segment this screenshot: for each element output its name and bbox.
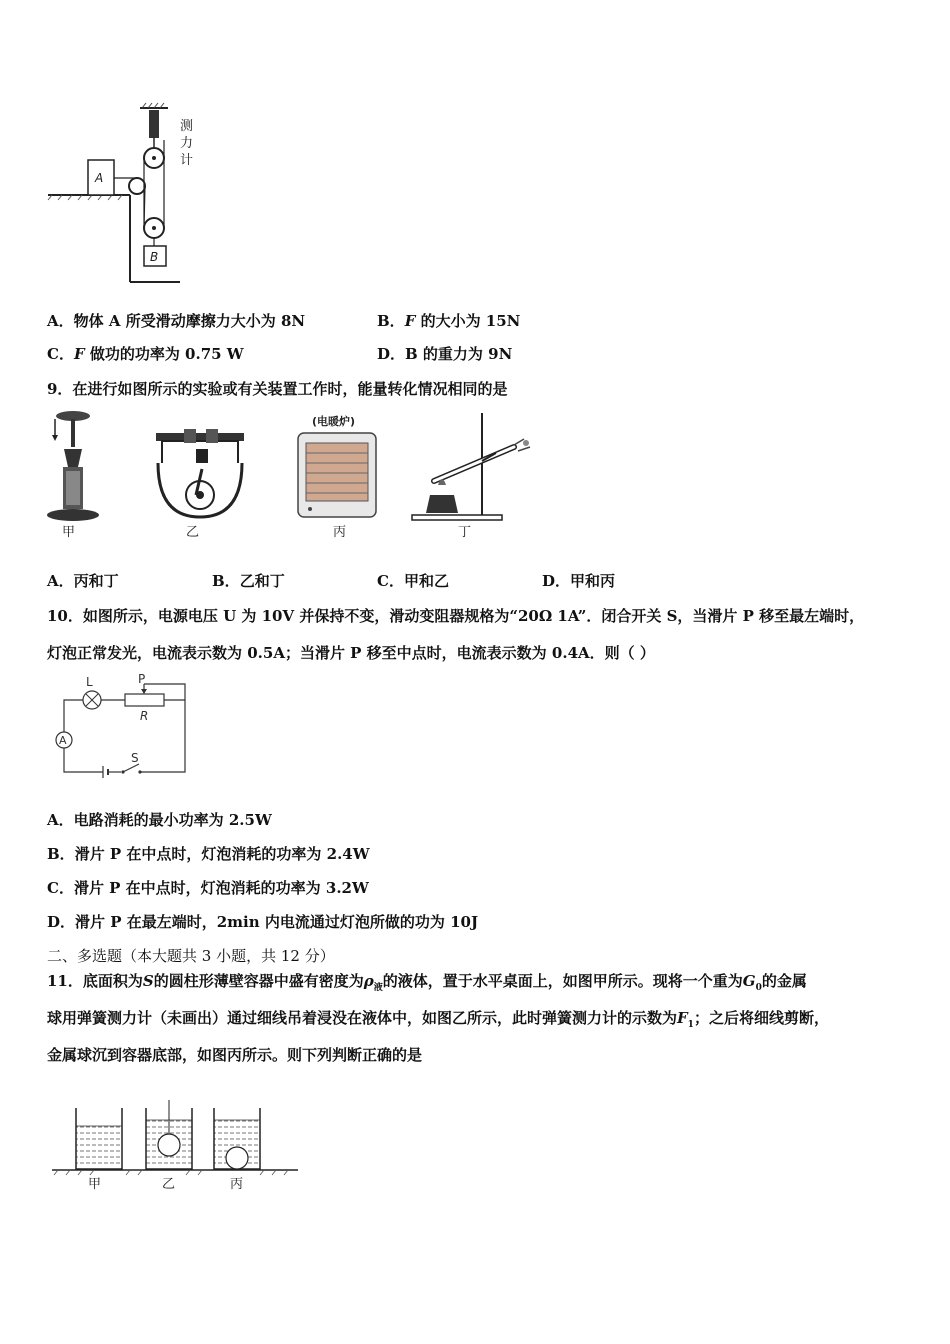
q11-text: 球用弹簧测力计（未画出）通过细线吊着浸没在液体中，如图乙所示，此时弹簧测力计的示数为 [47, 1009, 678, 1027]
q10-option-c [47, 878, 369, 898]
option-key: D． [377, 345, 406, 363]
option-key: C． [377, 572, 404, 590]
q11-sub: 0 [755, 983, 762, 993]
q11-caption-1: 甲 [88, 1177, 102, 1192]
q10-option-a [47, 810, 272, 830]
q10-label-R: R [140, 709, 149, 723]
q11-caption-3: 丙 [230, 1177, 244, 1192]
option-var: F [73, 345, 85, 363]
electric-heater-illustration [298, 433, 376, 517]
option-text: 电路消耗的最小功率为 2.5W [73, 811, 272, 829]
q10-stem-line2: 灯泡正常发光，电流表示数为 0.5A；当滑片 P 移至中点时，电流表示数为 0.4A．则（ ） [47, 644, 655, 662]
q8-label-B: B [150, 250, 159, 264]
q10-option-d [47, 912, 478, 932]
section-title: 二、多选题（本大题共 3 小题，共 12 分） [47, 947, 335, 965]
option-text: 乙和丁 [239, 572, 285, 590]
option-text: 甲和乙 [403, 572, 449, 590]
svg-text:测: 测 [180, 119, 194, 134]
option-text: 滑片 P 在最左端时，2min 内电流通过灯泡所做的功为 10J [75, 913, 479, 931]
q9-figure [40, 405, 540, 545]
q9-stem: 9．在进行如图所示的实验或有关装置工作时，能量转化情况相同的是 [47, 380, 508, 398]
option-key: A． [47, 572, 74, 590]
option-key: C． [47, 345, 74, 363]
option-text: 甲和丙 [570, 572, 616, 590]
q11-stem-line3: 金属球沉到容器底部，如图丙所示。则下列判断正确的是 [47, 1046, 423, 1064]
q10-label-P: P [138, 672, 146, 686]
q11-var-S: S [142, 972, 154, 990]
option-key: D． [542, 572, 571, 590]
q11-stem-line2 [47, 1008, 829, 1035]
q11-sub: 液 [373, 983, 383, 993]
q11-var-G: G [742, 972, 756, 990]
option-text: 的大小为 15N [415, 312, 521, 330]
q9-caption-2: 乙 [186, 525, 200, 540]
q10-circuit-figure [45, 672, 205, 787]
q10-stem-line1: 10．如图所示，电源电压 U 为 10V 并保持不变，滑动变阻器规格为“20Ω 1A”．闭合开关 S，当滑片 P 移至最左端时， [47, 607, 865, 625]
q8-option-d [377, 344, 512, 364]
heater-tag: (电暖炉) [312, 415, 356, 428]
q8-pulley-figure [40, 100, 220, 290]
q11-text: ；之后将细线剪断， [693, 1009, 829, 1027]
engine-illustration [156, 429, 244, 517]
q11-text: 的金属 [761, 972, 807, 990]
option-key: B． [47, 845, 75, 863]
q11-text: 的液体，置于水平桌面上，如图甲所示。现将一个重为 [382, 972, 743, 990]
option-key: C． [47, 879, 74, 897]
q8-option-c [47, 344, 244, 364]
option-var: F [404, 312, 416, 330]
q11-caption-2: 乙 [162, 1177, 176, 1192]
option-text: B 的重力为 9N [405, 345, 513, 363]
q11-containers-figure [50, 1100, 300, 1195]
q10-label-L: L [86, 675, 93, 689]
svg-text:力: 力 [180, 136, 194, 151]
q9-option-c [377, 571, 449, 591]
svg-text:计: 计 [180, 153, 194, 168]
q11-var-rho: ρ [363, 972, 374, 990]
q8-option-b [377, 311, 520, 331]
q8-label-A: A [95, 171, 104, 185]
q9-option-d [542, 571, 615, 591]
q11-stem-line1 [47, 971, 807, 998]
q9-option-b [212, 571, 285, 591]
q9-caption-3: 丙 [333, 525, 347, 540]
q9-option-a [47, 571, 119, 591]
q11-var-F: F [677, 1009, 688, 1027]
test-tube-heating-illustration [412, 413, 530, 520]
option-text: 做功的功率为 0.75 W [84, 345, 244, 363]
q9-caption-4: 丁 [458, 525, 472, 540]
fire-piston-illustration [47, 411, 99, 521]
q10-label-A: A [59, 734, 67, 747]
q11-text: 11．底面积为 [47, 972, 143, 990]
q10-option-b [47, 844, 370, 864]
q11-sub: 1 [687, 1020, 694, 1030]
q8-dynamometer-label [180, 119, 193, 168]
option-text: 物体 A 所受滑动摩擦力大小为 8N [73, 312, 306, 330]
option-key: A． [47, 811, 74, 829]
option-key: B． [377, 312, 405, 330]
option-text: 滑片 P 在中点时，灯泡消耗的功率为 3.2W [73, 879, 369, 897]
q9-caption-1: 甲 [62, 525, 76, 540]
option-text: 滑片 P 在中点时，灯泡消耗的功率为 2.4W [74, 845, 370, 863]
q10-label-S: S [131, 751, 139, 765]
option-key: A． [47, 312, 74, 330]
q8-option-a [47, 311, 305, 331]
q11-text: 的圆柱形薄壁容器中盛有密度为 [153, 972, 364, 990]
option-key: B． [212, 572, 240, 590]
option-key: D． [47, 913, 76, 931]
option-text: 丙和丁 [73, 572, 119, 590]
